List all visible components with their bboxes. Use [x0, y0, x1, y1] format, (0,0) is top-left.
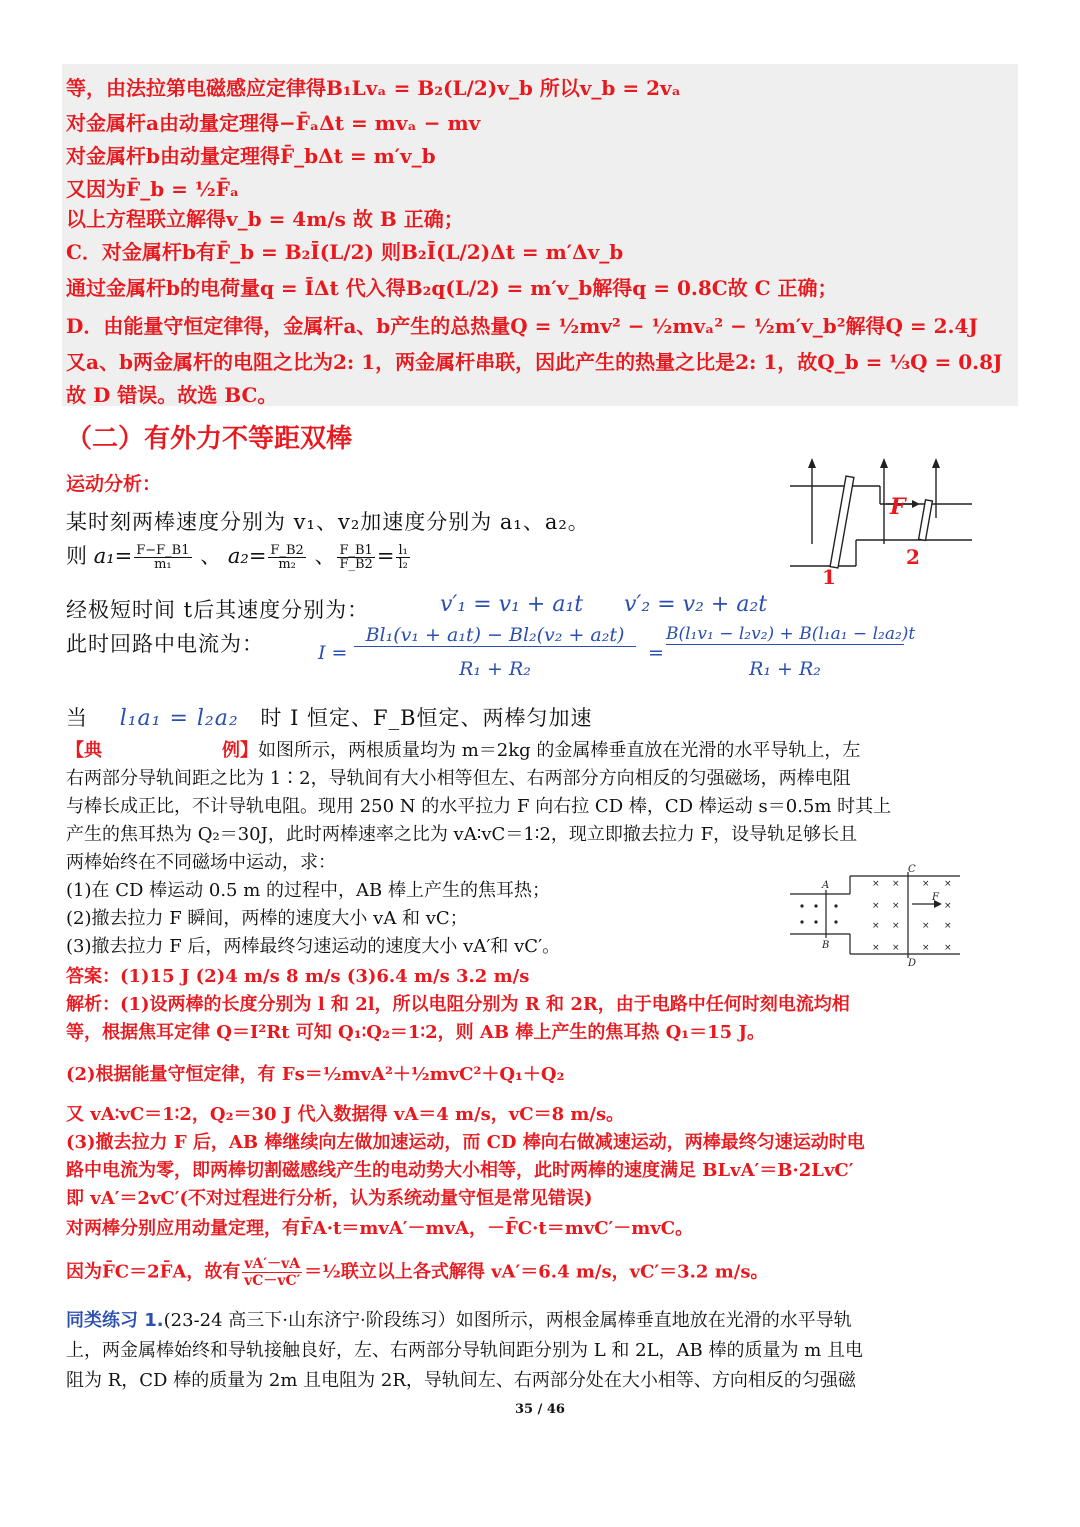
- arrow-right-icon: [912, 500, 920, 508]
- rod-2: [919, 500, 933, 541]
- svg-text:×: ×: [944, 901, 952, 911]
- motion-line-3: 经极短时间 t后其速度分别为：: [66, 598, 370, 622]
- label-2: 2: [906, 545, 920, 569]
- label-A: A: [822, 880, 830, 891]
- motion-line-2: 则 a₁= $\frac{F-F\_B1}{\text{m₁}}$ 、 a₂= $\frac{F\_B2}{\text{m₂}}$ 、 $\frac{F\_B1}{F\_B2}$ = $\frac{\text{l₁}}{\text{l₂}}$: [66, 543, 408, 572]
- motion-title: 运动分析：: [66, 473, 162, 495]
- arrow-up-icon: [808, 458, 816, 468]
- example-line-2: 右两部分导轨间距之比为 1∶2，导轨间有大小相等但左、右两部分方向相反的匀强磁场，两棒电阻: [66, 768, 851, 789]
- practice-line-2: 上，两金属棒始终和导轨接触良好，左、右两部分导轨间距分别为 L 和 2L，AB 棒的质量为 m 且电: [66, 1340, 863, 1361]
- label-1: 1: [822, 565, 836, 589]
- svg-text:×: ×: [922, 879, 930, 889]
- svg-text:×: ×: [944, 879, 952, 889]
- svg-text:×: ×: [892, 879, 900, 889]
- example-line-5: 两棒始终在不同磁场中运动，求：: [66, 852, 336, 873]
- solution-line-4: 又因为F̄_b = ½F̄ₐ: [66, 177, 240, 201]
- label-B: B: [822, 940, 830, 951]
- question-3: (3)撤去拉力 F 后，两棒最终匀速运动的速度大小 vA′和 vC′。: [66, 936, 561, 957]
- svg-text:×: ×: [872, 901, 880, 911]
- svg-text:×: ×: [892, 901, 900, 911]
- solution-line-7: 通过金属杆b的电荷量q = ĪΔt 代入得B₂q(L/2) = m′v_b解得q = 0.8C故 C 正确；: [66, 276, 838, 300]
- solution-line-3: 对金属杆b由动量定理得F̄_bΔt = m′v_b: [66, 144, 436, 168]
- label-F: F: [890, 494, 906, 520]
- svg-text:×: ×: [944, 943, 952, 953]
- svg-text:×: ×: [922, 921, 930, 931]
- motion-line-1: 某时刻两棒速度分别为 v₁、v₂加速度分别为 a₁、a₂。: [66, 510, 590, 534]
- analysis-line-9: 因为F̄C＝2F̄A，故有 $\frac{vA'-vA}{vC-vC'}$ ＝½联立以上各式解得 vA′＝6.4 m/s，vC′＝3.2 m/s。: [66, 1256, 769, 1289]
- answer-line: 答案：(1)15 J (2)4 m/s 8 m/s (3)6.4 m/s 3.2 m/s: [66, 966, 530, 987]
- rails-magnetic-field-diagram: [788, 862, 964, 966]
- analysis-line-8: 对两棒分别应用动量定理，有F̄A·t＝mvA′－mvA，－F̄C·t＝mvC′－mvC。: [66, 1218, 694, 1239]
- label-F: F: [932, 892, 939, 903]
- analysis-line-2: 等，根据焦耳定律 Q＝I²Rt 可知 Q₁∶Q₂＝1∶2，则 AB 棒上产生的焦耳热 Q₁＝15 J。: [66, 1022, 765, 1043]
- question-1: (1)在 CD 棒运动 0.5 m 的过程中，AB 棒上产生的焦耳热；: [66, 880, 550, 901]
- svg-text:×: ×: [892, 943, 900, 953]
- example-line-3: 与棒长成正比，不计导轨电阻。现用 250 N 的水平拉力 F 向右拉 CD 棒，CD 棒运动 s＝0.5m 时其上: [66, 796, 892, 817]
- question-2: (2)撤去拉力 F 瞬间，两棒的速度大小 vA 和 vC；: [66, 908, 468, 929]
- analysis-line-7: 即 vA′＝2vC′(不对过程进行分析，认为系统动量守恒是常见错误): [66, 1188, 593, 1209]
- solution-line-9: 又a、b两金属杆的电阻之比为2: 1，两金属杆串联，因此产生的热量之比是2: 1，故Q_b = ⅓Q = 0.8J: [66, 350, 1003, 374]
- example-line-4: 产生的焦耳热为 Q₂＝30J，此时两棒速率之比为 vA∶vC＝1∶2，现立即撤去拉力 F，设导轨足够长且: [66, 824, 858, 845]
- rod-1: [830, 476, 854, 568]
- solution-line-5: 以上方程联立解得v_b = 4m/s 故 B 正确；: [66, 207, 464, 231]
- solution-line-1: 等，由法拉第电磁感应定律得B₁Lvₐ = B₂(L/2)v_b 所以v_b = 2vₐ: [66, 76, 681, 100]
- analysis-line-1: 解析：(1)设两棒的长度分别为 l 和 2l，所以电阻分别为 R 和 2R，由于电路中任何时刻电流均相: [66, 994, 850, 1015]
- svg-text:×: ×: [872, 879, 880, 889]
- two-rods-diagram: [786, 456, 976, 596]
- motion-line-5: 当 l₁a₁ = l₂a₂ 时 I 恒定、F_B恒定、两棒匀加速: [66, 706, 593, 731]
- label-D: D: [908, 958, 917, 966]
- analysis-line-5: (3)撤去拉力 F 后，AB 棒继续向左做加速运动，而 CD 棒向右做减速运动，两棒最终匀速运动时电: [66, 1132, 865, 1153]
- page-number: 35 / 46: [515, 1402, 565, 1417]
- motion-line-4: 此时回路中电流为：: [66, 632, 264, 656]
- example-line-1: 【典 例】如图所示，两根质量均为 m＝2kg 的金属棒垂直放在光滑的水平导轨上，左: [66, 740, 861, 761]
- formula-v1: v′₁ = v₁ + a₁t: [440, 592, 584, 617]
- svg-text:×: ×: [922, 943, 930, 953]
- solution-line-10: 故 D 错误。故选 BC。: [66, 383, 278, 407]
- label-C: C: [908, 864, 916, 875]
- analysis-line-3: (2)根据能量守恒定律，有 Fs＝½mvA²＋½mvC²＋Q₁＋Q₂: [66, 1064, 565, 1085]
- section-heading: （二）有外力不等距双棒: [66, 424, 353, 454]
- solution-line-6: C．对金属杆b有F̄_b = B₂Ī(L/2) 则B₂Ī(L/2)Δt = m′Δv_b: [66, 240, 624, 264]
- analysis-line-4: 又 vA∶vC＝1∶2，Q₂＝30 J 代入数据得 vA＝4 m/s，vC＝8 m/s。: [66, 1104, 625, 1125]
- arrow-up-icon: [880, 458, 888, 468]
- solution-line-2: 对金属杆a由动量定理得−F̄ₐΔt = mvₐ − mv: [66, 111, 481, 135]
- practice-line-3: 阻为 R，CD 棒的质量为 2m 且电阻为 2R，导轨间左、右两部分处在大小相等、方向相反的匀强磁: [66, 1370, 856, 1391]
- formula-v2: v′₂ = v₂ + a₂t: [624, 592, 768, 617]
- practice-line-1: 同类练习 1.(23-24 高三下·山东济宁·阶段练习）如图所示，两根金属棒垂直地放在光滑的水平导轨: [66, 1310, 852, 1331]
- svg-text:×: ×: [892, 921, 900, 931]
- svg-text:×: ×: [944, 921, 952, 931]
- svg-text:×: ×: [872, 921, 880, 931]
- solution-line-8: D．由能量守恒定律得，金属杆a、b产生的总热量Q = ½mv² − ½mvₐ² − ½m′v_b²解得Q = 2.4J: [66, 314, 978, 338]
- analysis-line-6: 路中电流为零，即两棒切割磁感线产生的电动势大小相等，此时两棒的速度满足 BLvA′＝B·2LvC′: [66, 1160, 854, 1181]
- arrow-up-icon: [932, 458, 940, 468]
- svg-text:×: ×: [872, 943, 880, 953]
